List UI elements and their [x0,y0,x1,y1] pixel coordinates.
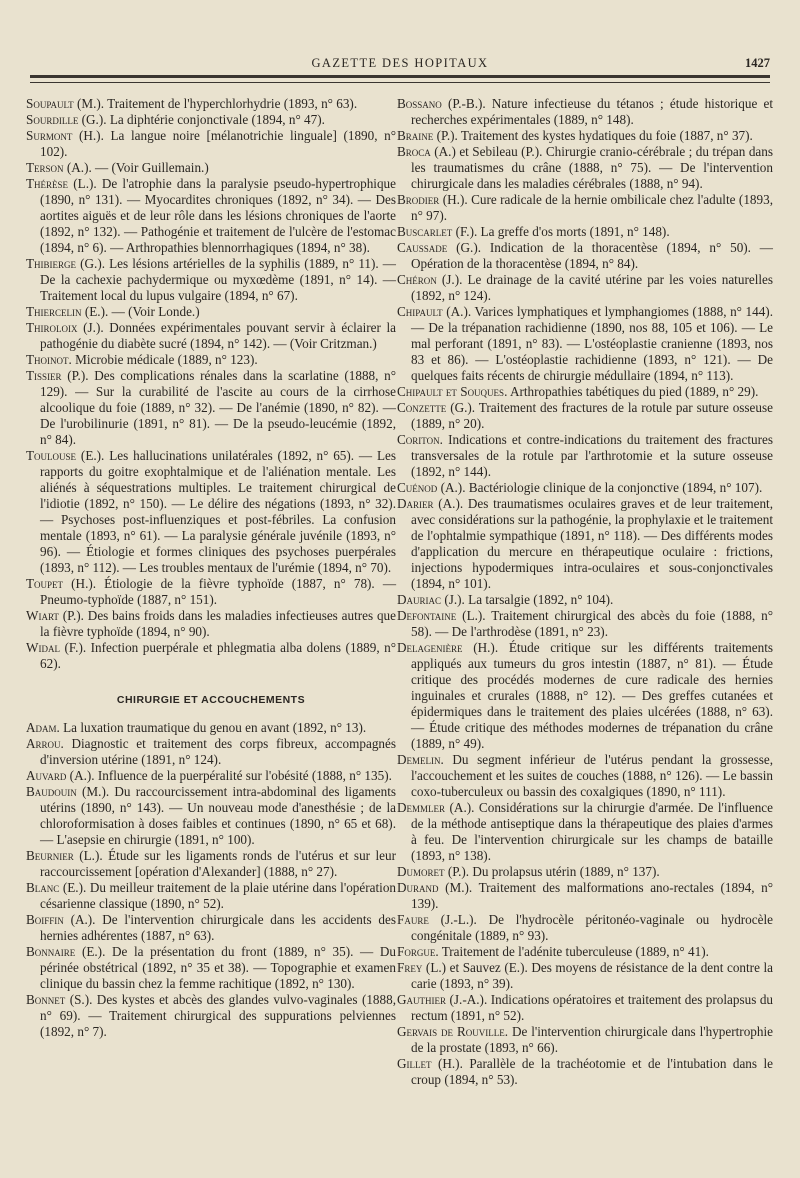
author-name: Coriton. [397,432,443,447]
author-name: Defontaine [397,608,457,623]
author-name: Beurnier [26,848,74,863]
bibliography-entry [397,400,773,432]
author-name: Delagenière [397,640,463,655]
author-name: Gauthier [397,992,447,1007]
author-name: Soupault [26,96,74,111]
entry-text: Traitement de l'adénite tuberculeuse (1889, n° 41). [441,944,709,959]
bibliography-entry [26,944,396,992]
author-name: Durand [397,880,439,895]
bibliography-entry [26,848,396,880]
bibliography-entry [397,800,773,864]
bibliography-entry [26,112,396,128]
entry-text: (L.). Traitement chirurgical des abcès du foie (1888, n° 58). — De l'arthrodèse (1891, n° 23). [411,608,774,639]
entry-text: (A.). — (Voir Guillemain.) [66,160,209,175]
header-rule-thin [30,82,770,83]
author-name: Braine [397,128,434,143]
entry-text: (A.). Des traumatismes oculaires graves et de leur traitement, avec considérations sur la pathogénie, la prophylaxie et le traitement de l'ophtalmie sympathique (1891, n° 118). — Des différents modes d'application du mercure en thérapeutique oculaire : frictions, injections hypodermiques intra-oculaires et sous-conjonctivales (1894, n° 101). [411,496,774,591]
bibliography-entry [397,144,773,192]
author-name: Conzette [397,400,447,415]
right-entries-surgery [397,96,773,1088]
author-name: Caussade [397,240,448,255]
author-name: Frey [397,960,423,975]
bibliography-entry [26,320,396,352]
author-name: Auvard [26,768,67,783]
entry-text: (P.). Du prolapsus utérin (1889, n° 137). [447,864,660,879]
bibliography-entry [26,880,396,912]
entry-text: (H.). Étude critique sur les différents traitements appliqués aux tumeurs du gros intestin (1887, n° 81). — Étude critique des procédés modernes de cure radicale des hernies inguinales et crurales (1888, n° 12). — Des greffes cutanées et épidermiques dans le traitement des plaies ulcérées (1888, n° 63). — Étude critique des méthodes modernes de trépanation du crâne (1889, n° 49). [411,640,773,751]
entry-text: (L.). Étude sur les ligaments ronds de l'utérus et sur leur raccourcissement [opération d'Alexander] (1888, n° 27). [40,848,396,879]
entry-text: (H.). Cure radicale de la hernie ombilicale chez l'adulte (1893, n° 97). [411,192,773,223]
bibliography-entry [397,128,773,144]
entry-text: Du segment inférieur de l'utérus pendant la grossesse, l'accouchement et les suites de couches (1888, n° 126). — Le bassin coxo-tuberculeux ou bassin des coxalgiques (1890, n° 111). [411,752,773,799]
author-name: Thiercelin [26,304,82,319]
author-name: Chipault et Souques. [397,384,508,399]
bibliography-entry [397,496,773,592]
bibliography-entry [26,448,396,576]
entry-text: (A.). De l'intervention chirurgicale dans les accidents des hernies adhérentes (1887, n° 63). [40,912,397,943]
entry-text: Indications et contre-indications du traitement des fractures transversales de la rotule par l'arthrotomie et la suture osseuse (1892, n° 144). [411,432,773,479]
bibliography-entry [397,1056,773,1088]
bibliography-entry [26,912,396,944]
author-name: Demmler [397,800,446,815]
author-name: Bossano [397,96,442,111]
entry-text: (E.). Du meilleur traitement de la plaie utérine dans l'opération césarienne classique (1890, n° 52). [40,880,397,911]
author-name: Sourdille [26,112,79,127]
entry-text: (J.-A.). Indications opératoires et traitement des prolapsus du rectum (1891, n° 52). [411,992,774,1023]
author-name: Baudouin [26,784,77,799]
bibliography-entry [397,960,773,992]
right-column [397,96,773,1088]
bibliography-entry [397,432,773,480]
journal-title: GAZETTE DES HOPITAUX [311,56,489,70]
bibliography-entry [26,720,396,736]
entry-text: (F.). Infection puerpérale et phlegmatia alba dolens (1889, n° 62). [40,640,397,671]
author-name: Terson [26,160,64,175]
bibliography-entry [26,768,396,784]
author-name: Gillet [397,1056,432,1071]
bibliography-entry [397,912,773,944]
entry-text: (A.). Influence de la puerpéralité sur l'obésité (1888, n° 135). [69,768,392,783]
bibliography-entry [397,992,773,1024]
bibliography-entry [397,304,773,384]
author-name: Bonnaire [26,944,76,959]
author-name: Demelin. [397,752,444,767]
entry-text: (J.-L.). De l'hydrocèle péritonéo-vaginale ou hydrocèle congénitale (1889, n° 93). [411,912,774,943]
bibliography-entry [26,608,396,640]
bibliography-entry [397,96,773,128]
author-name: Blanc [26,880,60,895]
bibliography-entry [26,992,396,1040]
entry-text: (E.). De la présentation du front (1889, n° 35). — Du périnée obstétrical (1892, n° 35 et 38). — Topographie et examen clinique du bassin chez la femme rachitique (1892, n° 130). [40,944,396,991]
entry-text: (J.). Données expérimentales pouvant servir à éclairer la pathogénie du diabète sucré (1894, n° 142). — (Voir Critzman.) [40,320,396,351]
entry-text: (M.). Traitement des malformations ano-rectales (1894, n° 139). [411,880,774,911]
bibliography-entry [26,176,396,256]
bibliography-entry [397,944,773,960]
author-name: Thérèse [26,176,69,191]
entry-text: (S.). Des kystes et abcès des glandes vulvo-vaginales (1888, n° 69). — Traitement chirurgical des suppurations pelviennes (1892, n° 7). [40,992,397,1039]
left-entries-medicine [26,96,396,672]
author-name: Thoinot. [26,352,72,367]
author-name: Tissier [26,368,62,383]
entry-text: (J.). La tarsalgie (1892, n° 104). [444,592,614,607]
author-name: Surmont [26,128,73,143]
bibliography-entry [397,192,773,224]
bibliography-entry [397,272,773,304]
entry-text: (L.). De l'atrophie dans la paralysie pseudo-hypertrophique (1890, n° 131). — Myocardites chroniques (1892, n° 34). — Des aortites aiguës et de leur rôle dans les lésions chroniques de l'aorte (1892, n° 132). — Pathogénie et traitement de l'ulcère de l'estomac (1894, n° 6). — Arthropathies blennorrhagiques (1894, n° 38). [40,176,396,255]
entry-text: (P.-B.). Nature infectieuse du tétanos ; étude historique et recherches expérimentales (1889, n° 148). [411,96,773,127]
bibliography-entry [26,128,396,160]
author-name: Buscarlet [397,224,453,239]
entry-text: (H.). La langue noire [mélanotrichie linguale] (1890, n° 102). [40,128,397,159]
bibliography-entry [26,304,396,320]
entry-text: Diagnostic et traitement des corps fibreux, accompagnés d'inversion utérine (1891, n° 124). [40,736,397,767]
entry-text: (G.). Les lésions artérielles de la syphilis (1889, n° 11). — De la cachexie pachydermique ou myxœdème (1891, n° 14). — Traitement local du lupus vulgaire (1894, n° 67). [40,256,396,303]
entry-text: La luxation traumatique du genou en avant (1892, n° 13). [63,720,367,735]
bibliography-entry [397,224,773,240]
author-name: Boiffin [26,912,64,927]
section-heading: CHIRURGIE ET ACCOUCHEMENTS [116,694,306,706]
bibliography-entry [26,96,396,112]
header-rule-thick [30,75,770,78]
entry-text: (M.). Du raccourcissement intra-abdominal des ligaments utérins (1890, n° 143). — Un nouveau mode d'anesthésie ; de la chloroformisation à doses faibles et continues (1890, n° 65 et 68). — L'asepsie en chirurgie (1891, n° 100). [40,784,396,847]
author-name: Broca [397,144,431,159]
bibliography-entry [397,752,773,800]
page-number: 1427 [745,56,770,70]
author-name: Darier [397,496,434,511]
bibliography-entry [397,592,773,608]
entry-text: (P.). Des complications rénales dans la scarlatine (1888, n° 129). — Sur la curabilité de l'ascite au cours de la cirrhose alcoolique du foie (1889, n° 32). — De l'anémie (1890, n° 82). — De l'urobilinurie (1891, n° 81). — De la pseudo-leucémie (1892, n° 84). [40,368,397,447]
bibliography-entry [26,576,396,608]
entry-text: (L.) et Sauvez (E.). Des moyens de résistance de la dent contre la carie (1893, n° 39). [411,960,774,991]
entry-text: (A.). Bactériologie clinique de la conjonctive (1894, n° 107). [440,480,763,495]
bibliography-entry [26,784,396,848]
author-name: Faure [397,912,429,927]
entry-text: (G.). La diphtérie conjonctivale (1894, n° 47). [81,112,325,127]
entry-text: (A.) et Sebileau (P.). Chirurgie cranio-cérébrale ; du trépan dans les traumatismes du crâne (1888, n° 75). — De l'intervention chirurgicale dans les maladies cérébrales (1888, n° 94). [411,144,774,191]
bibliography-entry [397,1024,773,1056]
author-name: Forgue. [397,944,439,959]
bibliography-entry [26,160,396,176]
author-name: Toulouse [26,448,77,463]
entry-text: (M.). Traitement de l'hyperchlorhydrie (1893, n° 63). [76,96,358,111]
entry-text: (A.). Considérations sur la chirurgie d'armée. De l'influence de la méthode antiseptique dans la thérapeutique des plaies d'armes à feu. De l'intervention chirurgicale sur les champs de bataille (1893, n° 138). [411,800,773,863]
entry-text: (J.). Le drainage de la cavité utérine par les voies naturelles (1892, n° 124). [411,272,774,303]
bibliography-entry [26,640,396,672]
bibliography-entry [397,640,773,752]
bibliography-entry [397,608,773,640]
bibliography-entry [397,384,773,400]
author-name: Toupet [26,576,64,591]
bibliography-entry [26,736,396,768]
entry-text: (P.). Des bains froids dans les maladies infectieuses autres que la fièvre typhoïde (1894, n° 90). [40,608,396,639]
entry-text: (G.). Traitement des fractures de la rotule par suture osseuse (1889, n° 20). [411,400,773,431]
entry-text: (E.). — (Voir Londe.) [84,304,200,319]
entry-text: (P.). Traitement des kystes hydatiques du foie (1887, n° 37). [436,128,753,143]
author-name: Chipault [397,304,443,319]
entry-text: De l'intervention chirurgicale dans l'hypertrophie de la prostate (1893, n° 66). [411,1024,773,1055]
author-name: Bonnet [26,992,66,1007]
entry-text: (H.). Parallèle de la trachéotomie et de l'intubation dans le croup (1894, n° 53). [411,1056,773,1087]
entry-text: (H.). Étiologie de la fièvre typhoïde (1887, n° 78). — Pneumo-typhoïde (1887, n° 151). [40,576,397,607]
left-entries-surgery [26,720,396,1040]
author-name: Chéron [397,272,437,287]
author-name: Dauriac [397,592,442,607]
bibliography-entry [397,880,773,912]
entry-text: (E.). Les hallucinations unilatérales (1892, n° 65). — Les rapports du goitre exophtalmique et de l'aliénation mentale. Les aliénés à séquestrations multiples. Le traitement chirurgical de l'idiotie (1892, n° 150). — Le délire des négations (1893, n° 32). — Psychoses post-influenziques et post-fébriles. La confusion mentale (1893, n° 61). — La paralysie générale juvénile (1893, n° 96). — Étiologie et formes cliniques des psychoses puerpérales (1893, n° 112). — Les troubles mentaux de l'urémie (1894, n° 70). [40,448,396,575]
author-name: Brodier [397,192,440,207]
author-name: Gervais de Rouville. [397,1024,509,1039]
entry-text: (A.). Varices lymphatiques et lymphangiomes (1888, n° 144). — De la trépanation rachidienne (1890, nos 88, 105 et 106). — Le mal perforant (1891, n° 83). — L'ostéoplastie cranienne (1893, nos 83 et 86). — L'ostéoplastie rachidienne (1893, n° 121). — De quelques faits récents de chirurgie médullaire (1894, n° 113). [411,304,773,383]
author-name: Arrou. [26,736,64,751]
author-name: Thiroloix [26,320,78,335]
entry-text: (F.). La greffe d'os morts (1891, n° 148). [455,224,670,239]
author-name: Thibierge [26,256,77,271]
entry-text: Arthropathies tabétiques du pied (1889, n° 29). [509,384,759,399]
bibliography-entry [26,368,396,448]
bibliography-entry [26,256,396,304]
author-name: Widal [26,640,60,655]
left-column [26,96,396,1040]
author-name: Cuénod [397,480,438,495]
author-name: Adam. [26,720,60,735]
bibliography-entry [397,240,773,272]
entry-text: (G.). Indication de la thoracentèse (1894, n° 50). — Opération de la thoracentèse (1894, n° 84). [411,240,773,271]
bibliography-entry [397,480,773,496]
bibliography-entry [26,352,396,368]
author-name: Wiart [26,608,59,623]
author-name: Dumoret [397,864,445,879]
bibliography-entry [397,864,773,880]
entry-text: Microbie médicale (1889, n° 123). [75,352,258,367]
